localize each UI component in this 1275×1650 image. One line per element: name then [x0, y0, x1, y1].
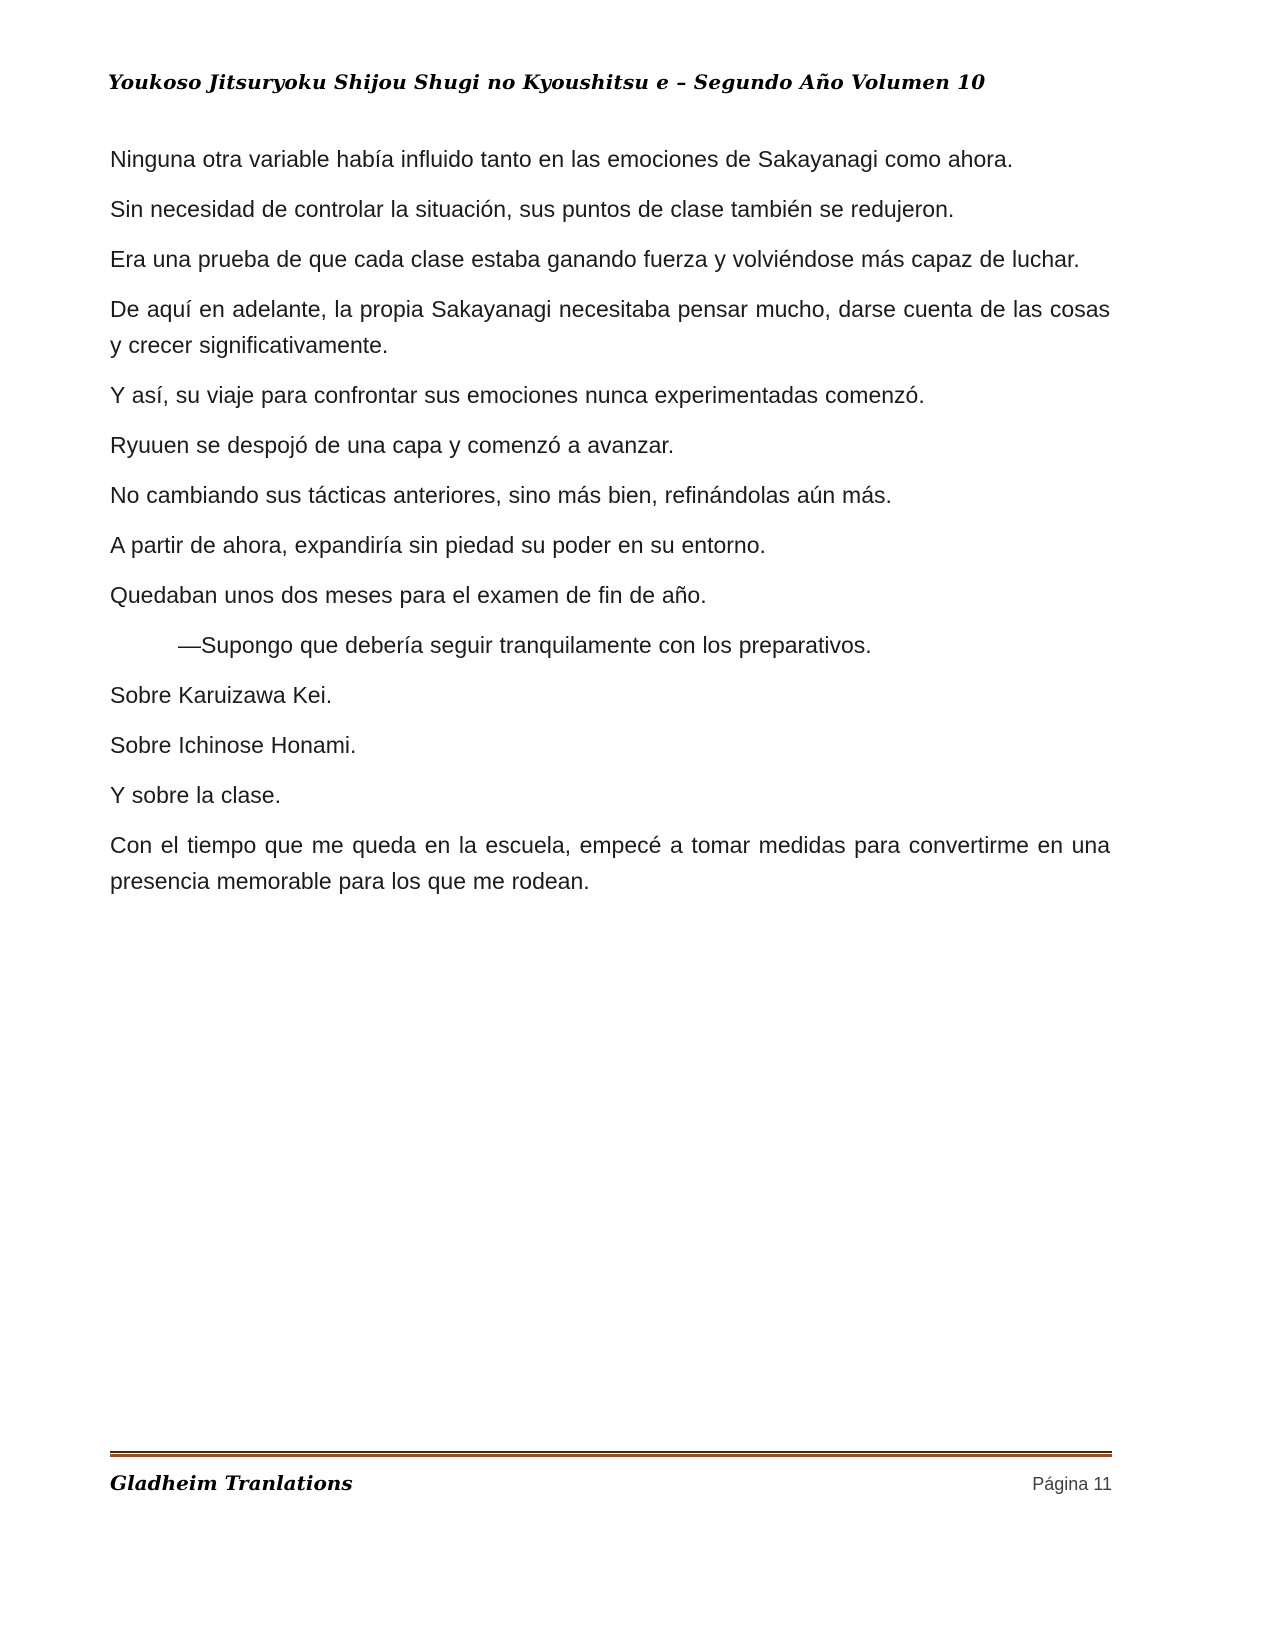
paragraph: Ryuuen se despojó de una capa y comenzó a avanzar. — [110, 432, 675, 458]
page-footer — [110, 1451, 1112, 1495]
paragraph: Era una prueba de que cada clase estaba ganando fuerza y volviéndose más capaz de luchar. — [110, 246, 1080, 272]
paragraph: Sobre Karuizawa Kei. — [110, 682, 333, 708]
footer-translator-credit: Gladheim Tranlations — [110, 1471, 353, 1495]
document-body — [110, 141, 1110, 913]
paragraph: Sobre Ichinose Honami. — [110, 732, 357, 758]
paragraph: Y así, su viaje para confrontar sus emociones nunca experimentadas comenzó. — [110, 382, 925, 408]
paragraph: —Supongo que debería seguir tranquilamente con los preparativos. — [178, 632, 872, 658]
paragraph: Quedaban unos dos meses para el examen de fin de año. — [110, 582, 707, 608]
paragraph: Con el tiempo que me queda en la escuela, empecé a tomar medidas para convertirme en una presencia memorable para los que me rodean. — [110, 832, 1110, 894]
footer-row — [110, 1471, 1112, 1495]
paragraph: Ninguna otra variable había influido tanto en las emociones de Sakayanagi como ahora. — [110, 146, 1014, 172]
paragraph: Sin necesidad de controlar la situación, sus puntos de clase también se redujeron. — [110, 196, 955, 222]
paragraph: No cambiando sus tácticas anteriores, sino más bien, refinándolas aún más. — [110, 482, 892, 508]
header-title: Youkoso Jitsuryoku Shijou Shugi no Kyoushitsu e – Segundo Año Volumen 10 — [108, 70, 986, 94]
page-header — [108, 70, 1110, 94]
paragraph: De aquí en adelante, la propia Sakayanagi necesitaba pensar mucho, darse cuenta de las cosas y crecer significativamente. — [110, 296, 1110, 358]
footer-rule — [110, 1451, 1112, 1457]
footer-page-number: Página 11 — [1032, 1474, 1112, 1494]
paragraph: Y sobre la clase. — [110, 782, 281, 808]
paragraph: A partir de ahora, expandiría sin piedad su poder en su entorno. — [110, 532, 766, 558]
